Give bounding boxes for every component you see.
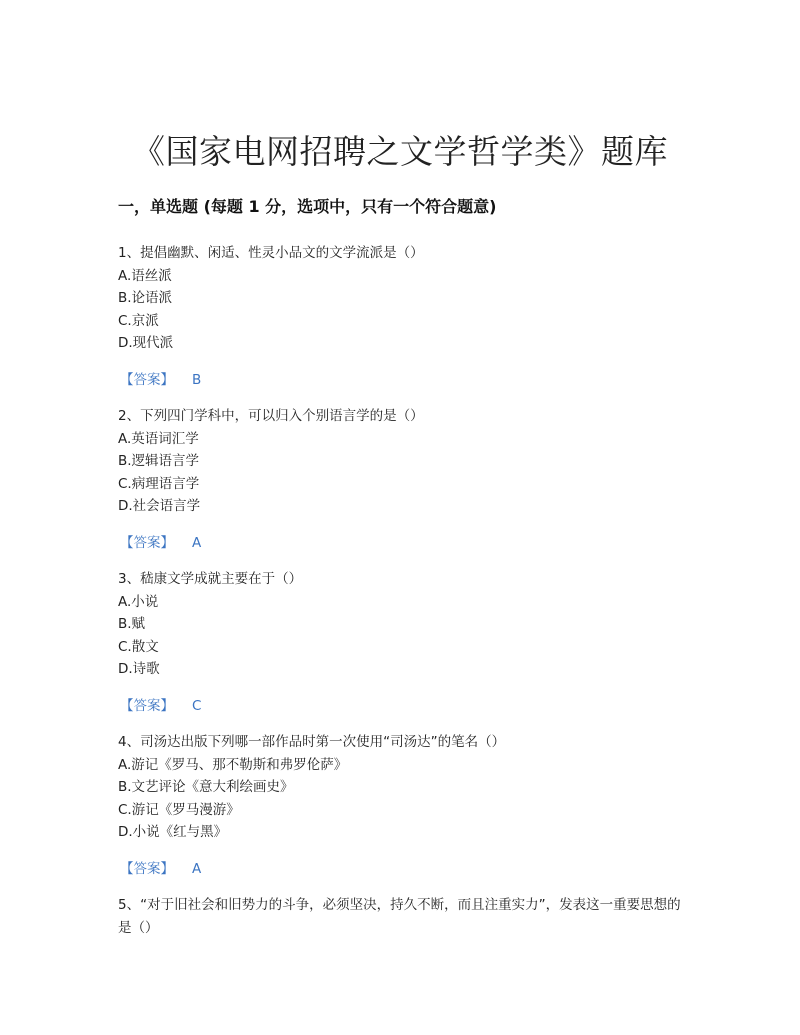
answer-row [118,858,688,881]
question-list [118,242,688,939]
answer-value: B [192,371,202,388]
answer-label: 【答案】 [120,371,174,388]
option-a: A.游记《罗马、那不勒斯和弗罗伦萨》 [118,756,348,773]
question-text: 5、“对于旧社会和旧势力的斗争，必须坚决，持久不断，而且注重实力”，发表这一重要思想的是（） [118,897,681,936]
question-5 [118,894,688,939]
question-2 [118,405,688,554]
option-d: D.诗歌 [118,661,160,677]
option-a: A.小说 [118,593,159,610]
document-title: 《国家电网招聘之文学哲学类》题库 [132,132,668,172]
option-a: A.英语词汇学 [118,430,199,447]
answer-row [118,695,688,718]
option-b: B.赋 [118,616,146,632]
question-1 [118,242,688,391]
option-a: A.语丝派 [118,267,172,284]
answer-value: A [192,534,202,551]
option-b: B.论语派 [118,290,173,306]
answer-row [118,369,688,392]
question-text: 4、司汤达出版下列哪一部作品时第一次使用“司汤达”的笔名（） [118,734,506,750]
section-heading: 一，单选题 (每题 1 分，选项中，只有一个符合题意) [118,197,497,216]
question-text: 3、嵇康文学成就主要在于（） [118,571,303,587]
answer-value: A [192,860,202,877]
option-b: B.文艺评论《意大利绘画史》 [118,779,294,795]
question-3 [118,568,688,717]
question-text: 2、下列四门学科中，可以归入个别语言学的是（） [118,408,424,424]
option-c: C.游记《罗马漫游》 [118,801,240,818]
answer-label: 【答案】 [120,860,174,877]
question-text: 1、提倡幽默、闲适、性灵小品文的文学流派是（） [118,245,424,261]
answer-label: 【答案】 [120,534,174,551]
option-c: C.京派 [118,312,159,329]
option-d: D.小说《红与黑》 [118,824,228,840]
option-c: C.散文 [118,638,159,655]
option-d: D.现代派 [118,335,174,351]
answer-value: C [192,697,202,714]
question-4 [118,731,688,880]
option-d: D.社会语言学 [118,498,201,514]
option-b: B.逻辑语言学 [118,453,200,469]
answer-label: 【答案】 [120,697,174,714]
option-c: C.病理语言学 [118,475,200,492]
answer-row [118,532,688,555]
